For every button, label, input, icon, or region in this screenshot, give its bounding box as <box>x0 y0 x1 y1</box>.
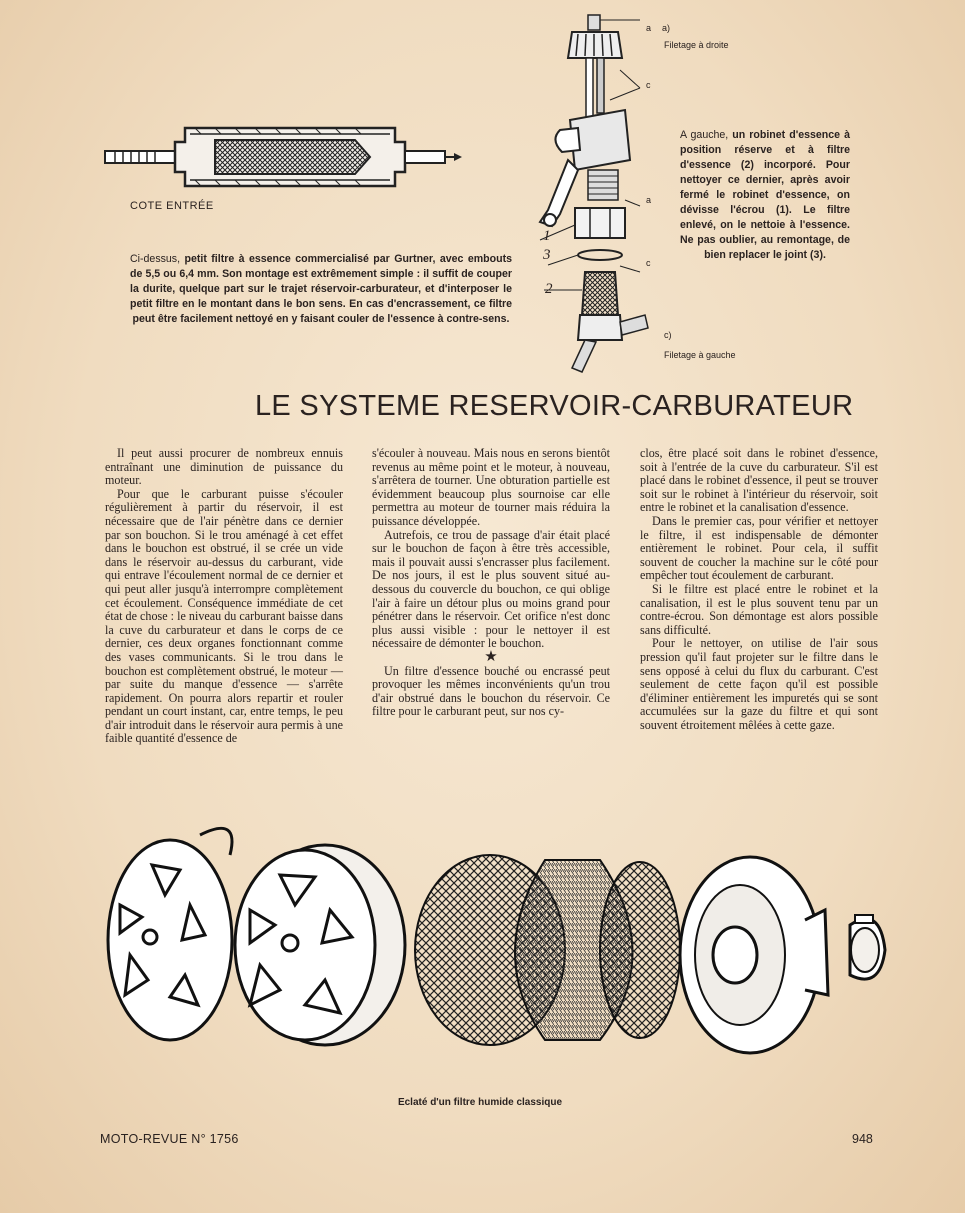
paragraph: Pour le nettoyer, on utilise de l'air sous pression qu'il faut projeter sur le filtre dans le sens opposé à celui du flux du carburant. C'est seulement de cette façon qu'il est possible d'éliminer entièrement les impuretés qui se sont accumulées sur la gaze du filtre et qui sont souvent étroitement mêlées à cette gaze. <box>640 636 878 732</box>
label-filetage-droite: Filetage à droite <box>664 40 729 50</box>
label-a-2: a <box>646 195 652 205</box>
inline-filter-caption <box>130 252 512 327</box>
section-separator-star: ★ <box>484 648 498 665</box>
label-c-1: c <box>646 80 651 90</box>
paragraph: Pour que le carburant puisse s'écouler régulièrement à partir du réservoir, il est nécessaire que de l'air pénètre dans ce dernier par son bouchon. Si le trou aménagé à cet effet dans le bouchon est obstrué, il se crée un vide dans le réservoir au-dessus du carburant, vide qui entrave l'écoulement normal de ce dernier et qui peut aller jusqu'à interrompre complètement cet écoulement. Conséquence immédiate de cet état de chose : le niveau du carburant baisse dans la cuve du carburateur et dans le corps de ce dernier, ces deux organes fonctionnant comme des vases communicants. Si le trou dans le bouchon est complètement obstrué, le moteur — par suite du manque d'essence — s'arrête rapidement. On pourra alors repartir et rouler pendant un court instant, car, entre temps, le peu d'air introduit dans le réservoir aura permis à une faible quantité d'essence de <box>105 486 343 746</box>
label-c-2: c <box>646 258 651 268</box>
paragraph: Un filtre d'essence bouché ou encrassé peut provoquer les mêmes inconvénients qu'un trou d'air obstrué dans le bouchon du réservoir. Ce filtre pour le carburant peut, sur nos cy- <box>372 663 610 719</box>
fuel-tap-caption-text: un robinet d'essence à position réserve et à filtre d'essence (2) incorporé. Pour nettoyer ce dernier, après avoir fermé le robinet d'essence, on dévisse l'écrou (1). Le filtre enlevé, on le nettoie à l'essence. Ne pas oublier, au remontage, de bien replacer le joint (3). <box>680 129 850 261</box>
label-a-top: a <box>646 23 652 33</box>
article-column-2 <box>372 447 610 719</box>
paragraph: Dans le premier cas, pour vérifier et nettoyer le filtre, il est indispensable de démonter entièrement le robinet. Pour cela, il suffit souvent de coucher la machine sur le côté pour empêcher tout écoulement de carburant. <box>640 513 878 583</box>
label-num-1: 1 <box>543 228 551 244</box>
paragraph: Autrefois, ce trou de passage d'air était placé sur le bouchon de façon à être très accessible, mais il pouvait aussi s'encrasser plus facilement. De nos jours, il est le plus souvent situé au-dessous du couvercle du bouchon, ce qui oblige l'air à faire un détour plus ou moins grand pour pénétrer dans le réservoir. Cet orifice n'est donc plus aussi visible : pour le nettoyer il est nécessaire de démonter le bouchon. <box>372 527 610 651</box>
fuel-tap-illustration <box>530 10 650 380</box>
exploded-filter-caption: Eclaté d'un filtre humide classique <box>397 1097 563 1108</box>
exploded-wet-filter-illustration <box>90 815 890 1065</box>
article-column-1 <box>105 447 343 746</box>
inline-fuel-filter-illustration <box>105 120 465 200</box>
inline-filter-caption-intro: Ci-dessus, <box>130 253 181 265</box>
paragraph: Il peut aussi procurer de nombreux ennuis entraînant une diminution de puissance du moteur. <box>105 446 343 488</box>
label-num-3: 3 <box>543 247 551 263</box>
label-c-bottom: c) <box>664 330 672 340</box>
label-filetage-gauche: Filetage à gauche <box>664 350 736 360</box>
article-column-3 <box>640 447 878 732</box>
paragraph: clos, être placé soit dans le robinet d'essence, soit à l'entrée de la cuve du carburateur. S'il est placé dans le robinet d'essence, il peut se trouver soit sur le robinet à l'intérieur du réservoir, soit entre le robinet et la canalisation d'essence. <box>640 446 878 515</box>
inline-filter-caption-text: petit filtre à essence commercialisé par Gurtner, avec embouts de 5,5 ou 6,4 mm. Son montage est extrêmement simple : il suffit de couper la durite, quelque part sur le trajet réservoir-carburateur, et d'interposer le petit filtre en le montant dans le bon sens. En cas d'encrassement, ce filtre peut être facilement nettoyé en y faisant couler de l'essence à contre-sens. <box>130 253 512 325</box>
magazine-issue-footer: MOTO-REVUE N° 1756 <box>100 1132 239 1146</box>
label-a-paren: a) <box>662 23 671 33</box>
paragraph: s'écouler à nouveau. Mais nous en serons bientôt revenus au même point et le moteur, à nouveau, s'arrêtera de tourner. Une obturation partielle est évidemment beaucoup plus sournoise car elle permettra au moteur de tourner mais réduira la puissance développée. <box>372 446 610 528</box>
fuel-tap-caption-intro: A gauche, <box>680 129 729 141</box>
cote-entree-label: COTE ENTRÉE <box>130 200 214 212</box>
page-number: 948 <box>852 1132 873 1146</box>
paragraph: Si le filtre est placé entre le robinet et la canalisation, il est le plus souvent tenu par un contre-écrou. Son démontage est alors possible sans difficulté. <box>640 581 878 637</box>
article-headline: LE SYSTEME RESERVOIR-CARBURATEUR <box>255 390 854 422</box>
label-num-2: 2 <box>545 281 553 297</box>
fuel-tap-caption <box>680 128 850 263</box>
